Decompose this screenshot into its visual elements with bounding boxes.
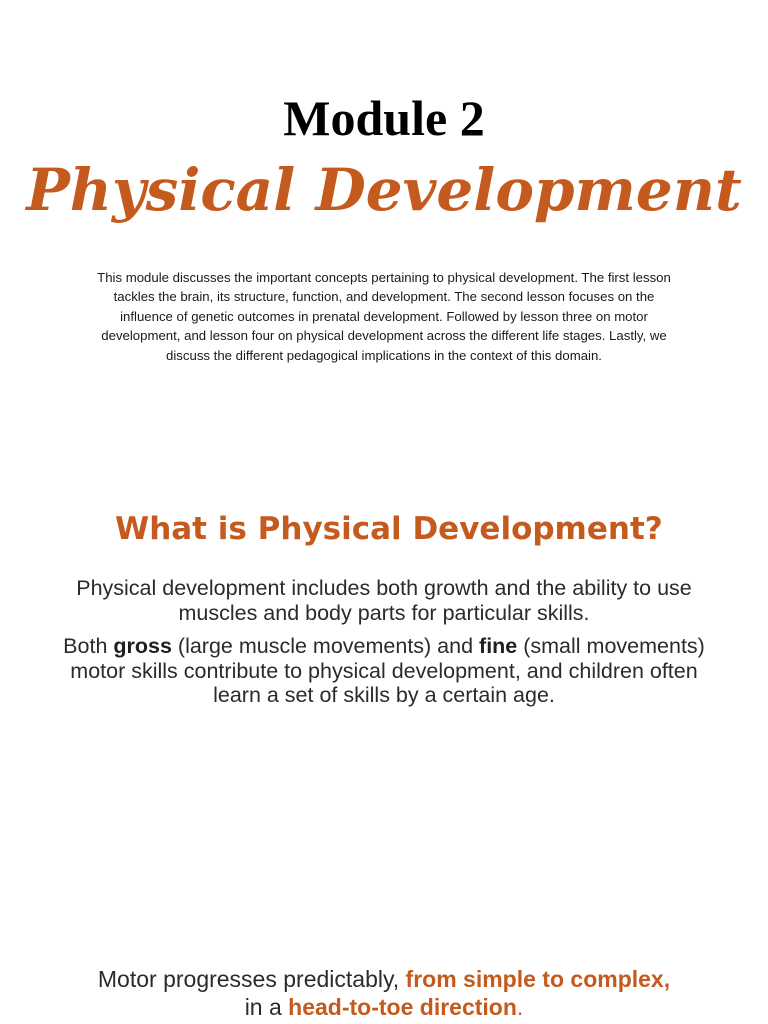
definition-paragraph: Physical development includes both growth and the ability to use muscles and body parts for particular skills. — [76, 576, 692, 625]
section-heading: What is Physical Development? — [115, 511, 663, 547]
progression-text: in a — [244, 994, 289, 1020]
motor-skills-text: (small movements) motor skills contribute to physical development, and children often learn a set of skills by a certain age. — [70, 634, 705, 707]
gross-term: gross — [113, 634, 172, 658]
module-subtitle: Physical Development — [26, 156, 742, 224]
progression-period: . — [516, 994, 524, 1020]
progression-text: Motor progresses predictably, — [97, 966, 406, 992]
motor-skills-text: (large muscle movements) and — [171, 634, 480, 658]
fine-term: fine — [479, 634, 518, 658]
progression-highlight: head-to-toe direction — [288, 994, 517, 1020]
module-title: Module 2 — [283, 90, 485, 146]
motor-skills-paragraph — [50, 634, 718, 708]
module-intro-paragraph: This module discusses the important concepts pertaining to physical development. The first lesson tackles the brain, its structure, function, and development. The second lesson focuses on the influence of genetic outcomes in prenatal development. Followed by lesson three on motor development, and lesson four on physical development across the different life stages. Lastly, we discuss the different pedagogical implications in the context of this domain. — [97, 270, 671, 363]
motor-progression-statement — [20, 965, 748, 1021]
motor-skills-text: Both — [63, 634, 114, 658]
progression-highlight: from simple to complex, — [405, 966, 671, 992]
